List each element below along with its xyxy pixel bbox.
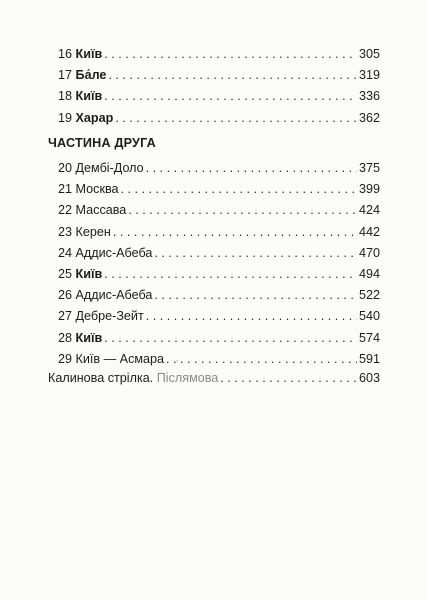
toc-entry-number: 22	[58, 203, 73, 218]
toc-entry-number: 20	[58, 161, 73, 175]
toc-entry	[58, 288, 380, 309]
toc-entry-title	[58, 47, 102, 62]
dot-leader	[121, 182, 357, 197]
dot-leader	[220, 371, 357, 386]
toc-entry	[58, 111, 380, 132]
toc-entry-title	[58, 89, 102, 104]
toc-entry-name: Київ — Асмара	[75, 351, 165, 366]
toc-entry-number: 26	[58, 288, 73, 303]
dot-leader	[166, 352, 357, 367]
toc-entry-page: 494	[358, 266, 380, 281]
toc-entry-title	[58, 111, 113, 126]
toc-entry-page: 362	[358, 110, 380, 125]
dot-leader	[108, 68, 357, 83]
toc-entry	[58, 203, 380, 224]
afterword-main-title: Калинова стрілка.	[48, 371, 154, 385]
toc-entry-page: 336	[358, 89, 380, 104]
toc-entry-page: 399	[358, 182, 380, 197]
toc-entry-title	[58, 161, 144, 176]
toc-entry-afterword	[48, 371, 380, 392]
toc-entry-number: 16	[58, 47, 73, 61]
toc-entry	[58, 161, 380, 182]
toc-entry-name: Керен	[75, 224, 111, 239]
toc-entry-name: Дембі-Доло	[75, 161, 144, 175]
toc-entry-page: 591	[358, 351, 380, 366]
dot-leader	[104, 47, 357, 62]
toc-part-two	[58, 161, 380, 373]
dot-leader	[104, 331, 357, 346]
toc-entry-page: 442	[358, 224, 380, 239]
dot-leader	[146, 309, 357, 324]
toc-entry	[58, 246, 380, 267]
toc-entry-page: 540	[358, 309, 380, 324]
toc-entry-number: 23	[58, 224, 73, 239]
toc-entry-title	[58, 68, 106, 83]
toc-entry-name: Київ	[75, 266, 103, 281]
toc-entry-name: Массава	[75, 203, 127, 218]
toc-entry-title	[58, 309, 144, 324]
toc-entry	[58, 182, 380, 203]
toc-entry-title	[58, 246, 152, 261]
toc-entry-page: 319	[358, 68, 380, 83]
dot-leader	[154, 288, 357, 303]
dot-leader	[104, 267, 357, 282]
toc-part-one	[58, 47, 380, 132]
toc-entry-name: Харар	[75, 110, 114, 125]
toc-entry-name: Аддис-Абеба	[75, 245, 153, 260]
toc-entry-name: Київ	[75, 47, 103, 61]
toc-entry-page: 470	[358, 245, 380, 260]
toc-entry	[58, 352, 380, 373]
afterword-page: 603	[358, 371, 380, 385]
dot-leader	[154, 246, 357, 261]
dot-leader	[128, 203, 357, 218]
toc-entry	[58, 47, 380, 68]
toc-entry	[58, 68, 380, 89]
toc-entry-name: Київ	[75, 330, 103, 345]
toc-entry-number: 21	[58, 182, 73, 197]
toc-entry-number: 19	[58, 110, 73, 125]
toc-entry-page: 375	[358, 161, 380, 175]
toc-entry-number: 18	[58, 89, 73, 104]
toc-entry	[58, 89, 380, 110]
toc-entry-number: 24	[58, 245, 73, 260]
toc-entry-title	[58, 288, 152, 303]
part-two-heading: ЧАСТИНА ДРУГА	[48, 136, 156, 150]
toc-entry-title	[58, 225, 111, 240]
dot-leader	[146, 161, 357, 176]
toc-entry-page: 424	[358, 203, 380, 218]
toc-entry-title	[58, 267, 102, 282]
toc-entry	[58, 331, 380, 352]
toc-entry-number: 29	[58, 351, 73, 366]
toc-entry-title	[58, 182, 119, 197]
afterword-title	[48, 371, 218, 386]
toc-entry-number: 28	[58, 330, 73, 345]
toc-entry-number: 17	[58, 68, 73, 83]
afterword-subtitle: Післямова	[156, 371, 219, 385]
dot-leader	[113, 225, 357, 240]
toc-entry-name: Москва	[75, 182, 119, 197]
toc-entry-name: Дебре-Зейт	[75, 309, 144, 324]
toc-entry-name: Київ	[75, 89, 103, 104]
dot-leader	[115, 111, 357, 126]
toc-entry-page: 574	[358, 330, 380, 345]
toc-entry	[58, 225, 380, 246]
toc-entry-page: 522	[358, 288, 380, 303]
toc-entry-page: 305	[358, 47, 380, 61]
paper-speck	[176, 360, 178, 362]
dot-leader	[104, 89, 357, 104]
toc-entry-name: Ба́ле	[75, 68, 107, 83]
toc-entry	[58, 267, 380, 288]
toc-entry-title	[58, 203, 126, 218]
toc-entry-title	[58, 331, 102, 346]
toc-entry	[58, 309, 380, 330]
toc-entry-number: 27	[58, 309, 73, 324]
toc-entry-title	[58, 352, 164, 367]
toc-entry-name: Аддис-Абеба	[75, 288, 153, 303]
toc-entry-number: 25	[58, 266, 73, 281]
